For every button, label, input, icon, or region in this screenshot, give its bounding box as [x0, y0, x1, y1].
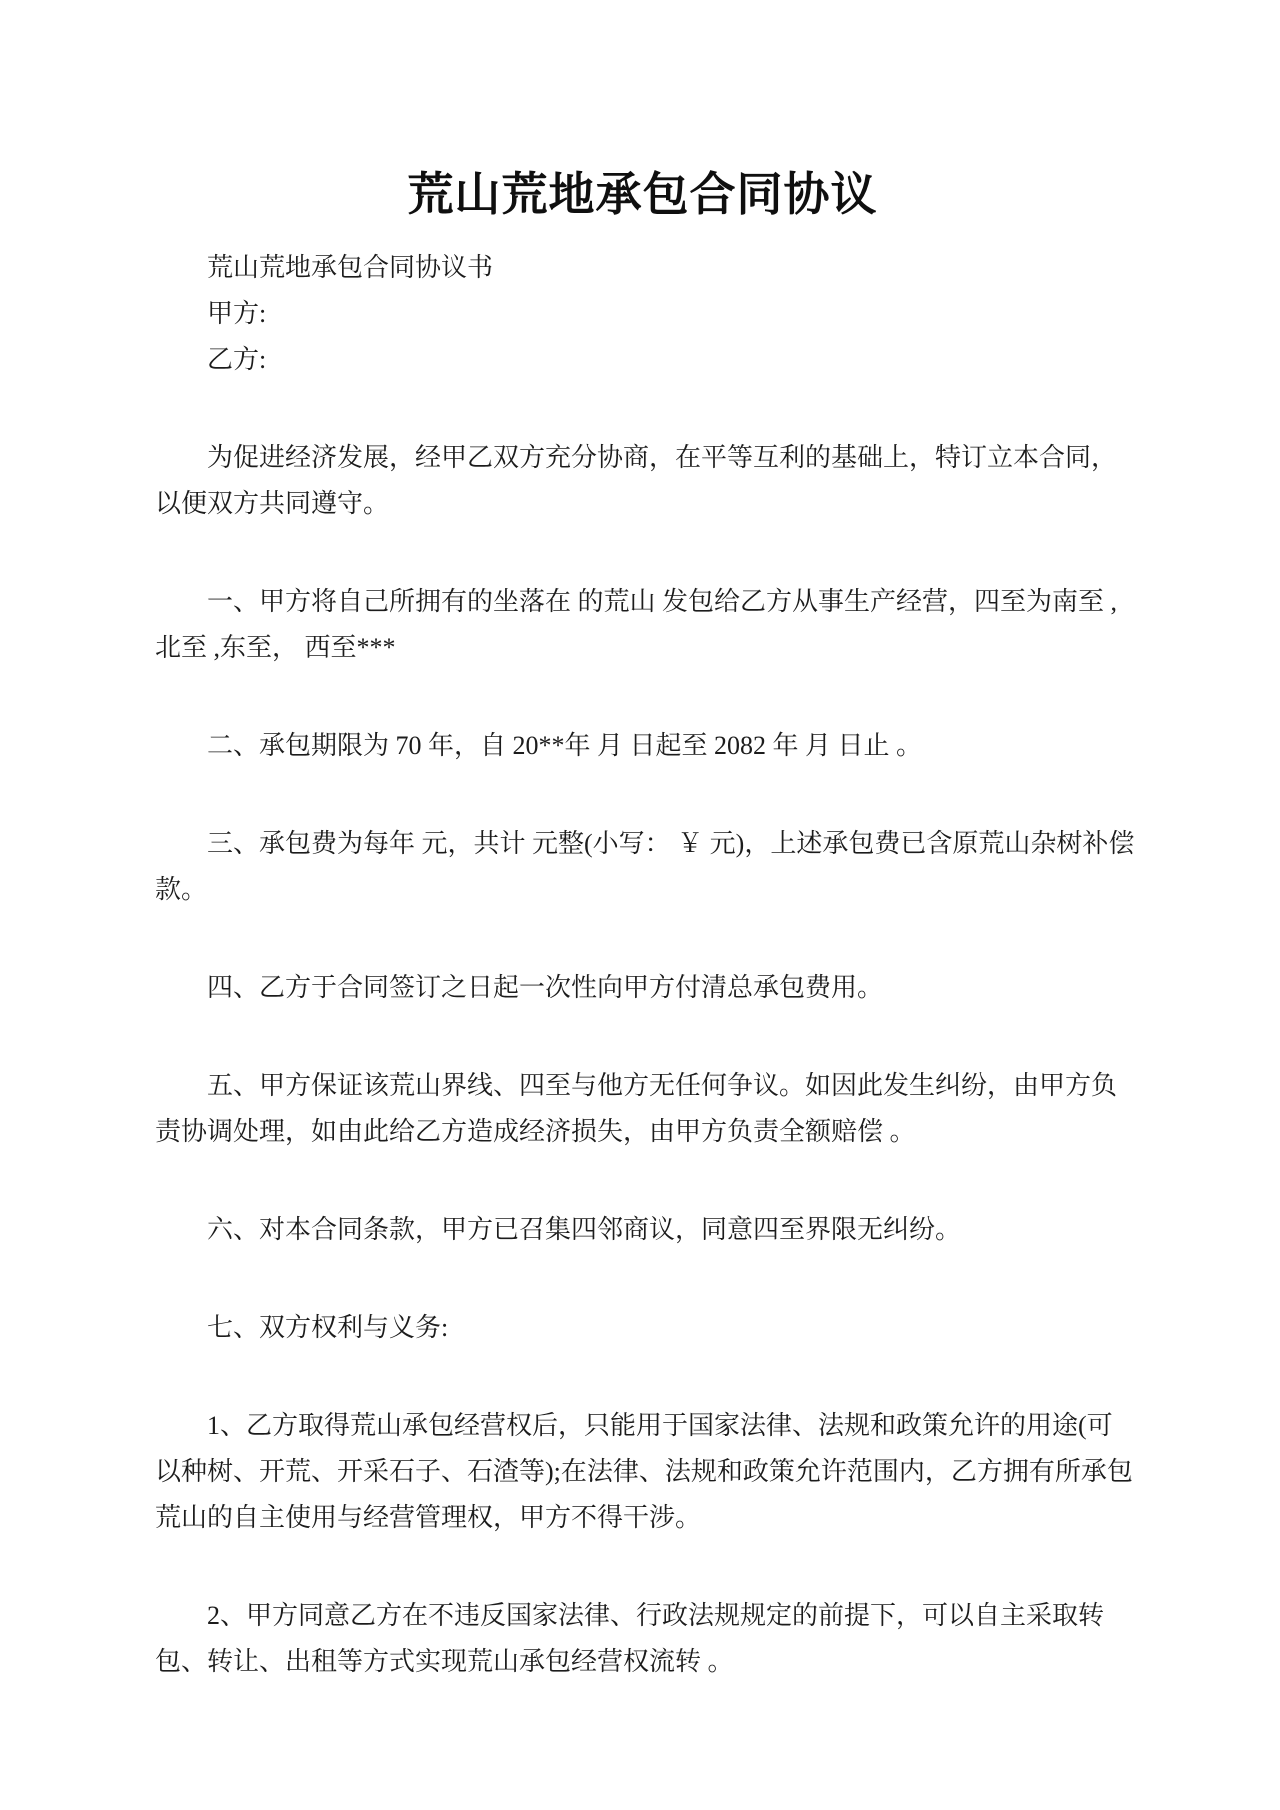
clause-2-paragraph: 二、承包期限为 70 年，自 20**年 月 日起至 2082 年 月 日止 。 — [207, 731, 923, 760]
clause-7-item-2-paragraph: 2、甲方同意乙方在不违反国家法律、行政法规规定的前提下，可以自主采取转 包、转让、出租等方式实现荒山承包经营权流转 。 — [155, 1601, 1105, 1676]
clause-1-paragraph: 一、甲方将自己所拥有的坐落在 的荒山 发包给乙方从事生产经营，四至为南至 , 北至 ,东至， 西至*** — [155, 587, 1118, 662]
party-a-line: 甲方: — [207, 299, 267, 328]
clause-6-paragraph: 六、对本合同条款，甲方已召集四邻商议，同意四至界限无纠纷。 — [207, 1215, 962, 1244]
clause-7-heading: 七、双方权利与义务: — [207, 1313, 449, 1342]
clause-7-item-1-paragraph: 1、乙方取得荒山承包经营权后，只能用于国家法律、法规和政策允许的用途(可 以种树、开荒、开采石子、石渣等);在法律、法规和政策允许范围内，乙方拥有所承包 荒山的自主使用与经营管理权，甲方不得干涉。 — [155, 1411, 1133, 1532]
clause-4-paragraph: 四、乙方于合同签订之日起一次性向甲方付清总承包费用。 — [207, 973, 884, 1002]
subtitle-line: 荒山荒地承包合同协议书 — [207, 253, 494, 282]
document-title: 荒山荒地承包合同协议 — [407, 169, 878, 220]
clause-3-paragraph: 三、承包费为每年 元，共计 元整(小写： ￥ 元)，上述承包费已含原荒山杂树补偿 款。 — [155, 829, 1135, 904]
preamble-paragraph: 为促进经济发展，经甲乙双方充分协商，在平等互利的基础上，特订立本合同， 以便双方共同遵守。 — [155, 443, 1118, 518]
clause-5-paragraph: 五、甲方保证该荒山界线、四至与他方无任何争议。如因此发生纠纷，由甲方负 责协调处理，如由此给乙方造成经济损失，由甲方负责全额赔偿 。 — [155, 1071, 1118, 1146]
party-b-line: 乙方: — [207, 345, 267, 374]
